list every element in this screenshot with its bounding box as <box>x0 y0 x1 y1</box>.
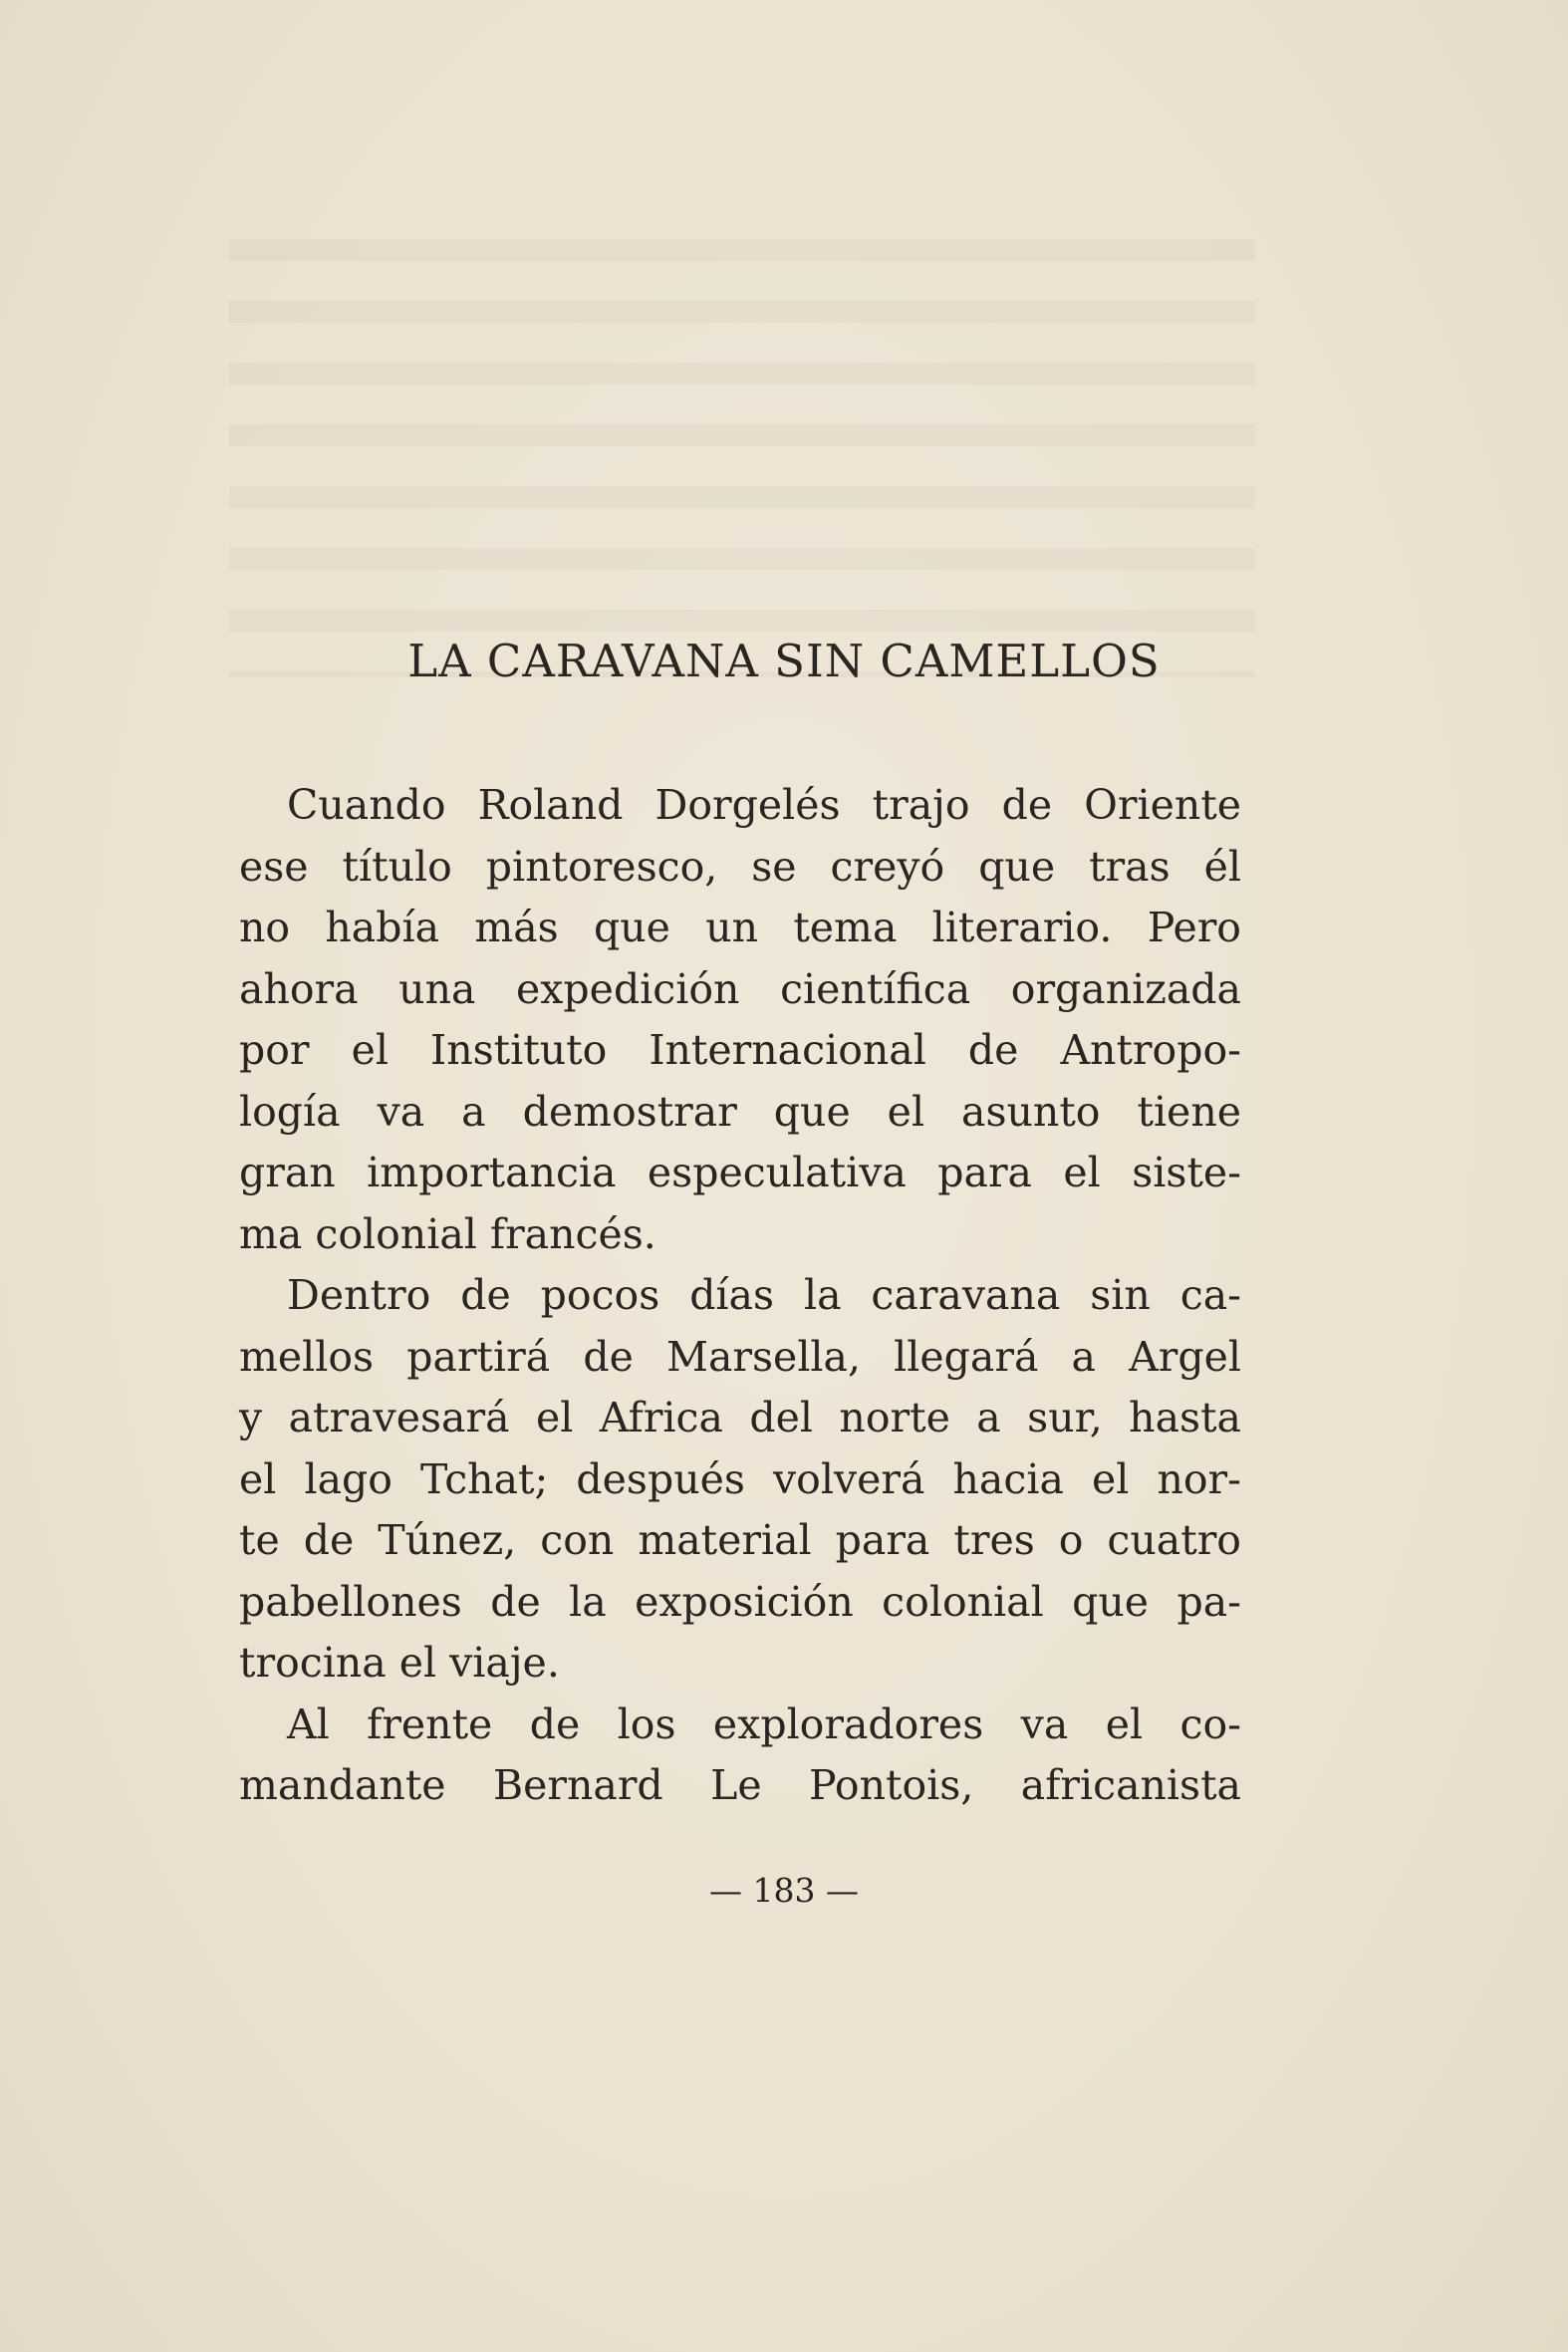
body-text <box>239 775 1241 1817</box>
page-number: — 183 — <box>709 1871 859 1910</box>
text-line: por el Instituto Internacional de Antropo- <box>239 1026 1241 1074</box>
text-line: Cuando Roland Dorgelés trajo de Oriente <box>287 781 1241 829</box>
text-line: gran importancia especulativa para el siste- <box>239 1149 1241 1196</box>
text-line: Dentro de pocos días la caravana sin ca- <box>287 1271 1241 1319</box>
text-line: ese título pintoresco, se creyó que tras él <box>239 842 1241 891</box>
text-line: y atravesará el Africa del norte a sur, hasta <box>239 1394 1241 1441</box>
text-line: logía va a demostrar que el asunto tiene <box>239 1087 1241 1136</box>
text-line: ahora una expedición científica organizada <box>239 964 1241 1013</box>
text-line: Al frente de los exploradores va el co- <box>287 1699 1241 1748</box>
text-line: no había más que un tema literario. Pero <box>239 904 1241 951</box>
text-line: trocina el viaje. <box>239 1639 560 1687</box>
text-line: el lago Tchat; después volverá hacia el nor- <box>239 1454 1241 1503</box>
show-through-texture <box>229 239 1255 677</box>
text-line: te de Túnez, con material para tres o cuatro <box>239 1516 1241 1564</box>
text-line: ma colonial francés. <box>239 1209 656 1258</box>
text-line: pabellones de la exposición colonial que pa- <box>239 1577 1241 1626</box>
chapter-title: LA CARAVANA SIN CAMELLOS <box>407 635 1161 687</box>
text-line: mandante Bernard Le Pontois, africanista <box>239 1761 1241 1809</box>
text-line: mellos partirá de Marsella, llegará a Argel <box>239 1332 1241 1381</box>
